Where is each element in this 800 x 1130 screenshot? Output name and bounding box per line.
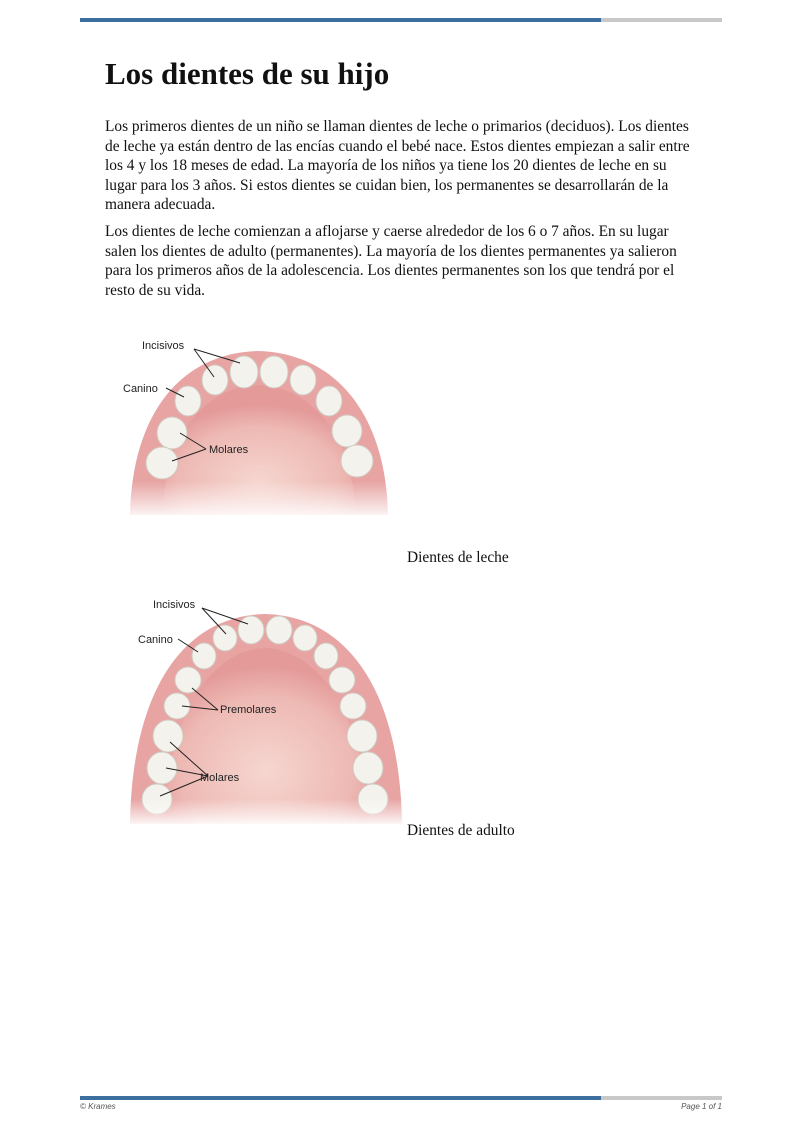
baby-teeth-illustration: [120, 325, 400, 520]
footer-rule: [80, 1096, 722, 1100]
adult-teeth-caption: Dientes de adulto: [407, 822, 515, 839]
label-canine: Canino: [123, 383, 158, 395]
label-canine: Canino: [138, 634, 173, 646]
label-molars: Molares: [209, 444, 249, 456]
footer-copyright: © Krames: [80, 1102, 116, 1111]
header-rule: [80, 18, 722, 22]
adult-teeth-illustration: [120, 592, 415, 827]
label-molars: Molares: [200, 772, 240, 784]
label-incisors: Incisivos: [142, 340, 185, 352]
header-rule-accent: [80, 18, 601, 22]
label-premolars: Premolares: [220, 704, 277, 716]
page-title: Los dientes de su hijo: [105, 56, 390, 91]
second-paragraph: Los dientes de leche comienzan a aflojarse y caerse alrededor de los 6 o 7 años. En su lugar salen los dientes de adulto (permanentes). La mayoría de los dientes permanentes ya salieron para los primeros años de la adolescencia. Los dientes permanentes son los que tendrá por el resto de su vida.: [105, 223, 677, 299]
baby-teeth-caption: Dientes de leche: [407, 549, 509, 566]
intro-paragraph: Los primeros dientes de un niño se llaman dientes de leche o primarios (deciduos). Los dientes de leche ya están dentro de las encías cuando el bebé nace. Estos dientes empiezan a salir entre los 4 y los 18 meses de edad. La mayoría de los niños ya tiene los 20 dientes de leche en su lugar para los 3 años. Si estos dientes se cuidan bien, los permanentes se desarrollarán de la manera adecuada.: [105, 118, 690, 213]
label-incisors: Incisivos: [153, 599, 196, 611]
footer-page-number: Page 1 of 1: [681, 1102, 722, 1111]
footer-rule-accent: [80, 1096, 601, 1100]
